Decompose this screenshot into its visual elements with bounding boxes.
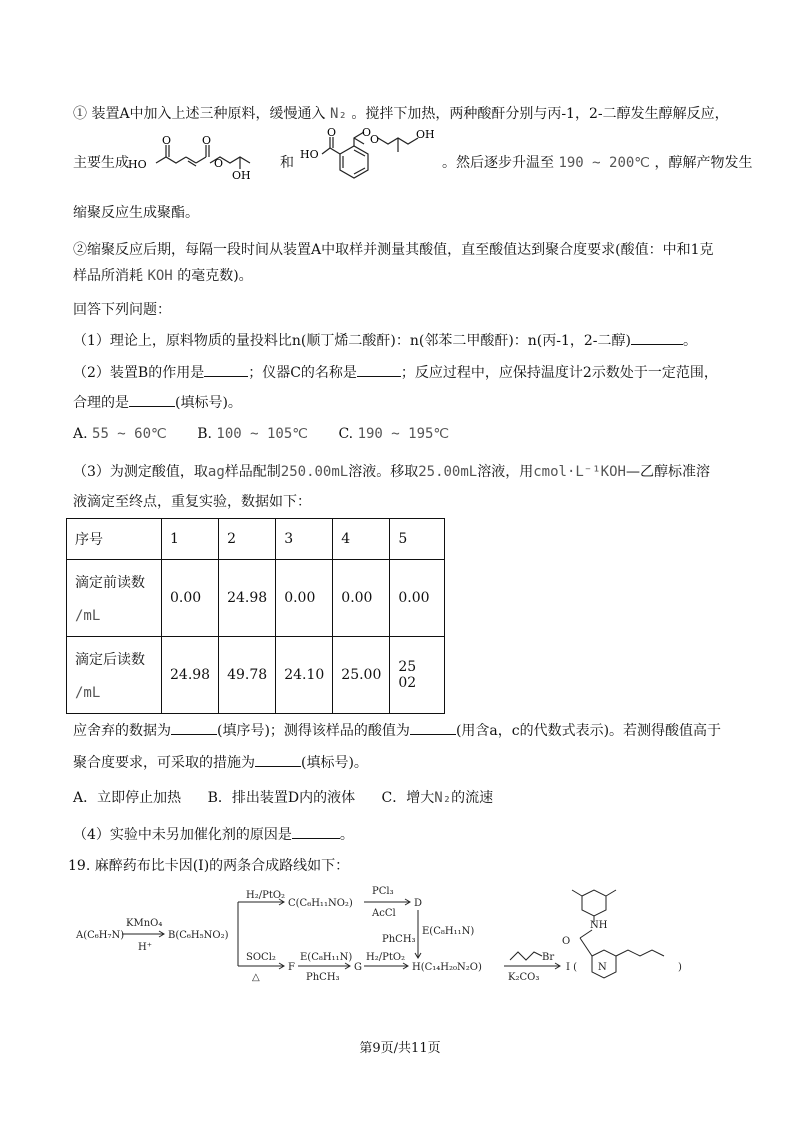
compound-f: F [288, 962, 295, 973]
volume-2: 25.00mL [418, 464, 478, 480]
table-row-label [67, 560, 162, 637]
structure-label: HO [128, 158, 147, 171]
option-c: C．增大 [381, 790, 435, 806]
question-text: 溶液。移取 [348, 464, 419, 480]
reagent-phch3: PhCH₃ [382, 934, 416, 945]
structure-label: O [370, 133, 380, 146]
table-header-cell: 序号 [67, 519, 162, 560]
page-footer: 第9页/共11页 [359, 1041, 441, 1056]
question-text: 应舍弃的数据为 [73, 723, 171, 739]
compound-d: D [414, 898, 423, 909]
table-cell: 25 02 [390, 637, 445, 714]
n2-formula: N₂ [330, 106, 347, 122]
table-header-cell: 1 [162, 519, 219, 560]
option-value: 190 ~ 195℃ [357, 426, 450, 442]
para-1-line-2 [73, 153, 129, 173]
question-text: 。 [683, 333, 698, 349]
question-text: （3）为测定酸值，取 [73, 464, 208, 480]
compound-g: G [354, 962, 362, 973]
para-text: ① 装置A中加入上述三种原料，缓慢通入 [73, 106, 326, 122]
question-text: (用含a，c的代数式表示)。若测得酸值高于 [455, 723, 722, 739]
question-3-line-1 [73, 462, 710, 482]
intro-text: 回答下列问题： [73, 302, 171, 318]
para-1-line-2-tail [442, 153, 753, 173]
answer-blank [410, 720, 456, 735]
reagent-h2-pto2: H₂/PtO₂ [246, 890, 286, 901]
question-4 [73, 824, 354, 845]
para-1-line-3 [73, 203, 199, 223]
question-1 [73, 330, 697, 351]
question-text: 。 [339, 827, 354, 843]
para-text: ②缩聚反应后期，每隔一段时间从装置A中取样并测量其酸值，直至酸值达到聚合度要求(酸值：中和1克 [73, 242, 714, 258]
question-2-line-1 [73, 362, 718, 383]
para-text: 。然后逐步升温至 [442, 155, 554, 171]
question-text: —乙醇标准溶 [625, 464, 710, 480]
answer-blank [631, 330, 683, 345]
structure-label: O [214, 157, 224, 170]
option-a: A．立即停止加热 [73, 790, 182, 806]
structure-label: O [202, 135, 212, 147]
volume-1: 250.00mL [280, 464, 349, 480]
para-1-line-1 [73, 104, 729, 124]
table-cell: 0.00 [276, 560, 333, 637]
table-cell: 24.98 [219, 560, 276, 637]
question-text: 聚合度要求，可采取的措施为 [73, 755, 255, 771]
reagent-socl2: SOCl₂ [246, 952, 276, 963]
question-text: ；仪器C的名称是 [248, 365, 357, 381]
option-letter: B. [197, 426, 212, 442]
table-cell: 25.00 [333, 637, 390, 714]
option-c: 的流速 [451, 790, 494, 806]
structure-hydroxypropyl-maleate [128, 135, 278, 183]
table-row-label [67, 637, 162, 714]
question-text: (填标号)。 [301, 755, 368, 771]
reagent-k2co3: K₂CO₃ [508, 972, 540, 983]
question-text: 样品配制 [224, 464, 281, 480]
para-2-line-1 [73, 240, 713, 260]
question-text: 合理的是 [73, 395, 129, 411]
row-label-text: 滴定前读数 [75, 575, 145, 591]
answer-blank [129, 392, 175, 407]
titration-table [66, 518, 445, 714]
table-header-cell: 4 [333, 519, 390, 560]
table-cell: 0.00 [333, 560, 390, 637]
reagent-h2-pto2: H₂/PtO₂ [366, 952, 406, 963]
compound-a: A(C₆H₇N) [76, 930, 125, 941]
table-cell: 0.00 [162, 560, 219, 637]
row-label-unit: /mL [75, 608, 101, 624]
structure-label: OH [232, 169, 251, 182]
table-cell: 0.00 [390, 560, 445, 637]
para-text: 。搅拌下加热，两种酸酐分别与丙-1，2-二醇发生醇解反应， [351, 106, 729, 122]
atom-n: N [598, 962, 607, 973]
table-row [67, 560, 445, 637]
structure-label: OH [416, 128, 435, 141]
n-butyl-chain [616, 950, 664, 956]
para-text: ，醇解产物发生 [654, 155, 753, 171]
koh-formula: KOH [147, 268, 173, 284]
row-label-text: 滴定后读数 [75, 652, 145, 668]
question-text: （2）装置B的作用是 [73, 365, 205, 381]
table-row [67, 637, 445, 714]
mass-a: ag [207, 464, 225, 480]
aryl-ring [582, 890, 606, 916]
option-letter: A. [73, 426, 88, 442]
butyl-chain [510, 952, 542, 960]
question-3-line-4 [73, 752, 368, 773]
table-cell: 24.98 [162, 637, 219, 714]
structure-hydroxypropyl-phthalate [296, 128, 436, 188]
question-text: （1）理论上，原料物质的量投料比n(顺丁烯二酸酐)：n(邻苯二甲酸酐)：n(丙-1，2-二醇) [73, 333, 632, 349]
question-3-options [73, 788, 493, 808]
n2-formula: N₂ [434, 790, 452, 806]
question-3-line-3 [73, 720, 721, 741]
structure-label: O [162, 135, 172, 147]
conjunction-and: 和 [280, 155, 294, 171]
compound-e-reagent: E(C₈H₁₁N) [300, 952, 353, 963]
row-label-unit: /mL [75, 685, 101, 701]
option-letter: C. [338, 426, 354, 442]
compound-h: H(C₁₄H₂₀N₂O) [412, 962, 482, 973]
compound-i: I ( [566, 962, 578, 973]
table-cell: 24.10 [276, 637, 333, 714]
table-header-cell: 2 [219, 519, 276, 560]
reagent-acl: AcCl [372, 908, 396, 919]
structure-label: O [327, 128, 337, 139]
reagent-kmno4: KMnO₄ [126, 918, 163, 929]
structure-label: HO [300, 148, 319, 161]
compound-b: B(C₆H₅NO₂) [168, 930, 229, 941]
question-text: 溶液，用 [477, 464, 534, 480]
question-text: (填标号)。 [175, 395, 242, 411]
option-value: 100 ~ 105℃ [216, 426, 308, 442]
temperature-range: 190 ~ 200℃ [558, 155, 651, 171]
koh-concentration: cmol·L⁻¹KOH [533, 464, 626, 480]
para-text: 样品所消耗 [73, 268, 143, 284]
question-text: (填序号)；测得该样品的酸值为 [217, 723, 410, 739]
synthesis-scheme [70, 876, 730, 988]
answer-blank [255, 752, 301, 767]
option-value: 55 ~ 60℃ [92, 426, 167, 442]
bracket-close: ) [678, 962, 682, 973]
structure-label: O [362, 128, 372, 139]
reagent-pcl3: PCl₃ [372, 886, 394, 897]
table-cell: 49.78 [219, 637, 276, 714]
option-b: B．排出装置D内的液体 [207, 790, 356, 806]
para-text: 主要生成 [73, 155, 129, 171]
reagent-bromobutane: Br [542, 952, 555, 963]
reagent-h: H⁺ [138, 942, 152, 953]
answer-blank [171, 720, 217, 735]
question-text: （4）实验中未另加催化剂的原因是 [73, 827, 292, 843]
para-2-line-2 [73, 266, 253, 286]
question-text: ；反应过程中，应保持温度计2示数处于一定范围， [400, 365, 718, 381]
table-row [67, 519, 445, 560]
answer-blank [292, 824, 340, 839]
reagent-phch3: PhCH₃ [306, 972, 340, 983]
table-header-cell: 3 [276, 519, 333, 560]
reagent-delta: △ [252, 972, 260, 983]
question-2-line-2 [73, 392, 242, 413]
question-19: 19. 麻醉药布比卡因(I)的两条合成路线如下： [68, 858, 350, 874]
atom-nh: NH [590, 920, 608, 931]
table-header-cell: 5 [390, 519, 445, 560]
answer-blank [204, 362, 248, 377]
atom-o: O [562, 936, 571, 947]
question-3-line-2: 液滴定至终点，重复实验，数据如下： [73, 494, 311, 510]
question-2-options [73, 424, 449, 444]
para-text: 缩聚反应生成聚酯。 [73, 205, 199, 221]
answer-blank [357, 362, 401, 377]
compound-e: E(C₈H₁₁N) [422, 926, 475, 937]
compound-c: C(C₆H₁₁NO₂) [288, 898, 353, 909]
para-text: 的毫克数)。 [177, 268, 253, 284]
